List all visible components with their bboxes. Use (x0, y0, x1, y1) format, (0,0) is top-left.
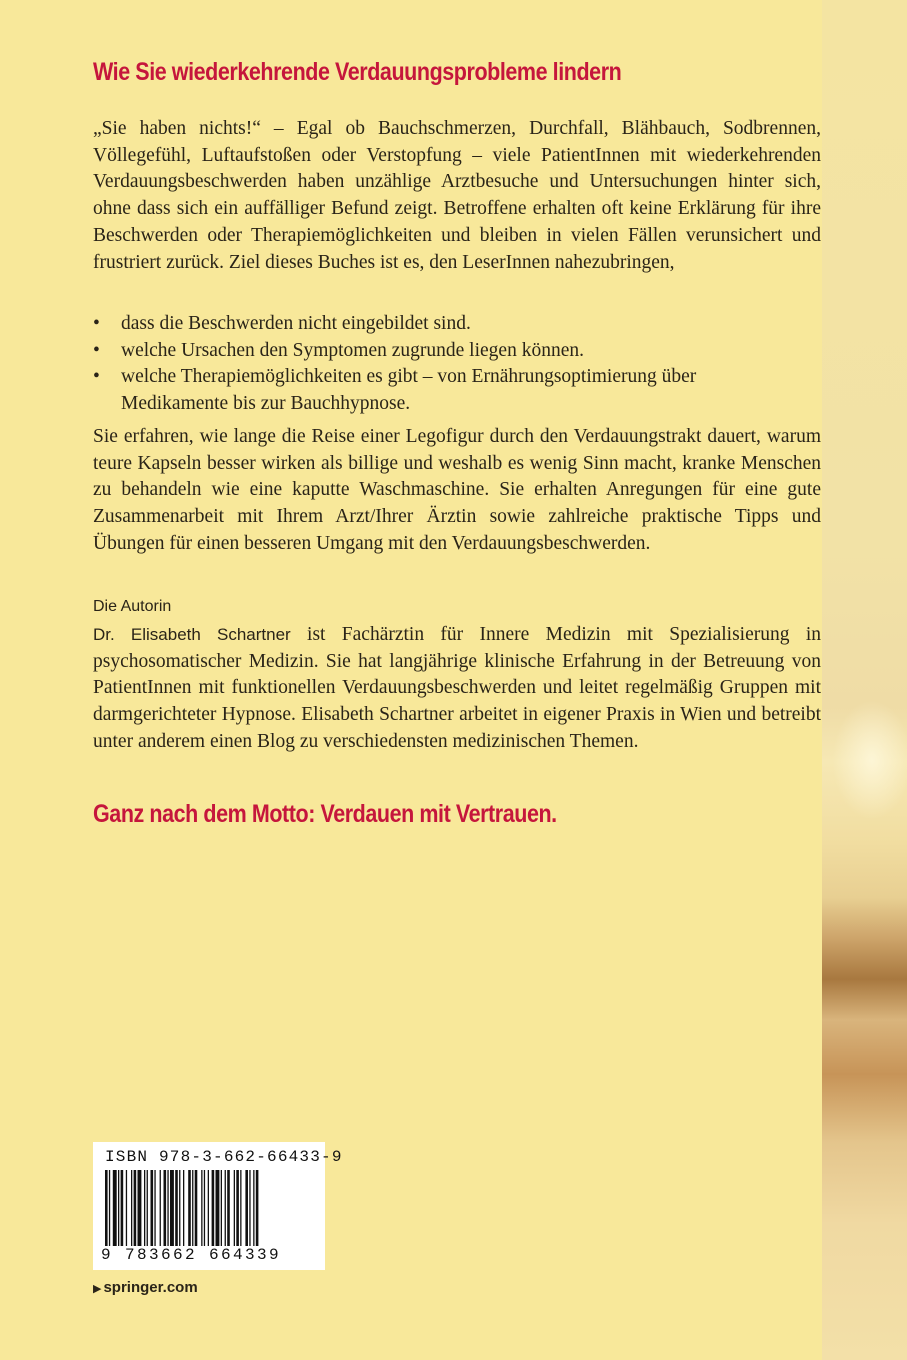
motto: Ganz nach dem Motto: Verdauen mit Vertrauen. (93, 800, 557, 828)
intro-text (93, 116, 821, 276)
bullet-item: • welche Ursachen den Symptomen zugrunde liegen können. (93, 338, 783, 365)
barcode-bar (151, 1170, 154, 1250)
barcode-bar (144, 1170, 145, 1250)
barcode-bar (212, 1170, 215, 1250)
light-glow (832, 700, 907, 820)
barcode-bar (179, 1170, 180, 1250)
barcode-bar (221, 1170, 222, 1250)
author-paragraph (93, 622, 821, 756)
barcode-bar (175, 1170, 178, 1250)
barcode-bar (216, 1170, 220, 1250)
barcode-bar (256, 1170, 259, 1250)
publisher-link[interactable] (93, 1279, 198, 1296)
barcode-bar (245, 1170, 248, 1250)
barcode-bar (234, 1170, 235, 1250)
publisher-url: springer.com (103, 1279, 198, 1296)
barcode-digits: 9 783662 664339 (101, 1246, 282, 1264)
bullet-list (93, 311, 783, 418)
barcode-bar (154, 1170, 155, 1250)
page-heading: Wie Sie wiederkehrende Verdauungsprobleme lindern (93, 58, 622, 86)
barcode-bar (225, 1170, 226, 1250)
barcode-bar (131, 1170, 132, 1250)
barcode-bar (121, 1170, 124, 1250)
intro-paragraph: „Sie haben nichts!“ – Egal ob Bauchschmerzen, Durchfall, Blähbauch, Sodbrennen, Völlegefühl, Luftaufstoßen oder Verstopfung – viele PatientInnen mit wiederkehrenden Verdauungsbeschwerden haben unzählige Arztbesuche und Untersuchungen hinter sich, ohne dass sich ein auffälliger Befund zeigt. Betroffene erhalten oft keine Erklärung für ihre Beschwerden oder Therapiemöglichkeiten und bleiben in vielen Fällen verunsichert und frustriert zurück. Ziel dieses Buches ist es, den LeserInnen nahezubringen, (93, 118, 821, 273)
barcode-bars (101, 1170, 317, 1250)
isbn-barcode (93, 1142, 343, 1270)
barcode-bar (183, 1170, 184, 1250)
arrow-right-icon: ▶ (93, 1283, 102, 1295)
barcode-bar (188, 1170, 191, 1250)
barcode-bar (236, 1170, 239, 1250)
barcode-bar (167, 1170, 168, 1250)
barcode-bar (105, 1170, 108, 1250)
author-text: ist Fachärztin für Innere Medizin mit Spezialisierung in psychosomatischer Medizin. Sie hat langjährige klinische Erfahrung in der Betreuung von PatientInnen mit funktionellen Verdauungsbeschwerden und leitet regelmäßig Gruppen mit darmgerichteter Hypnose. Elisabeth Schartner arbeitet in eigener Praxis in Wien und betreibt unter anderem einen Blog zu verschiedensten medizinischen Themen. (93, 624, 821, 752)
bullet-item: • dass die Beschwerden nicht eingebildet sind. (93, 311, 783, 338)
author-heading: Die Autorin (93, 598, 172, 615)
barcode-bar (118, 1170, 119, 1250)
barcode-bar (113, 1170, 117, 1250)
barcode-bar (138, 1170, 142, 1250)
barcode-bar (170, 1170, 174, 1250)
barcode-bar (134, 1170, 137, 1250)
barcode-bar (192, 1170, 193, 1250)
barcode-bar (253, 1170, 254, 1250)
author-name: Dr. Elisabeth Schartner (93, 625, 291, 644)
barcode-bar (147, 1170, 148, 1250)
barcode-bar (240, 1170, 241, 1250)
isbn-label: ISBN 978-3-662-66433-9 (105, 1148, 343, 1166)
barcode-bar (208, 1170, 209, 1250)
barcode-bar (126, 1170, 127, 1250)
barcode-bar (201, 1170, 202, 1250)
barcode-bar (204, 1170, 205, 1250)
decorative-side-strip (822, 0, 907, 1360)
description-text (93, 424, 821, 558)
bullet-item: • welche Therapiemöglichkeiten es gibt – von Ernährungsoptimierung über Medikamente bis zur Bauchhypnose. (93, 364, 783, 417)
barcode-bar (164, 1170, 167, 1250)
barcode-bar (195, 1170, 198, 1250)
barcode-bar (109, 1170, 110, 1250)
author-bio (93, 622, 821, 756)
barcode-bar (160, 1170, 161, 1250)
barcode-bar (227, 1170, 230, 1250)
description-paragraph: Sie erfahren, wie lange die Reise einer Legofigur durch den Verdauungstrakt dauert, warum teure Kapseln besser wirken als billige und weshalb es wenig Sinn macht, kranke Menschen zu behandeln wie eine kaputte Waschmaschine. Sie erhalten Anregungen für eine gute Zusammenarbeit mit Ihrem Arzt/Ihrer Ärztin sowie zahlreiche praktische Tipps und Übungen für einen besseren Umgang mit den Verdauungsbeschwerden. (93, 426, 821, 554)
barcode-bar (249, 1170, 250, 1250)
